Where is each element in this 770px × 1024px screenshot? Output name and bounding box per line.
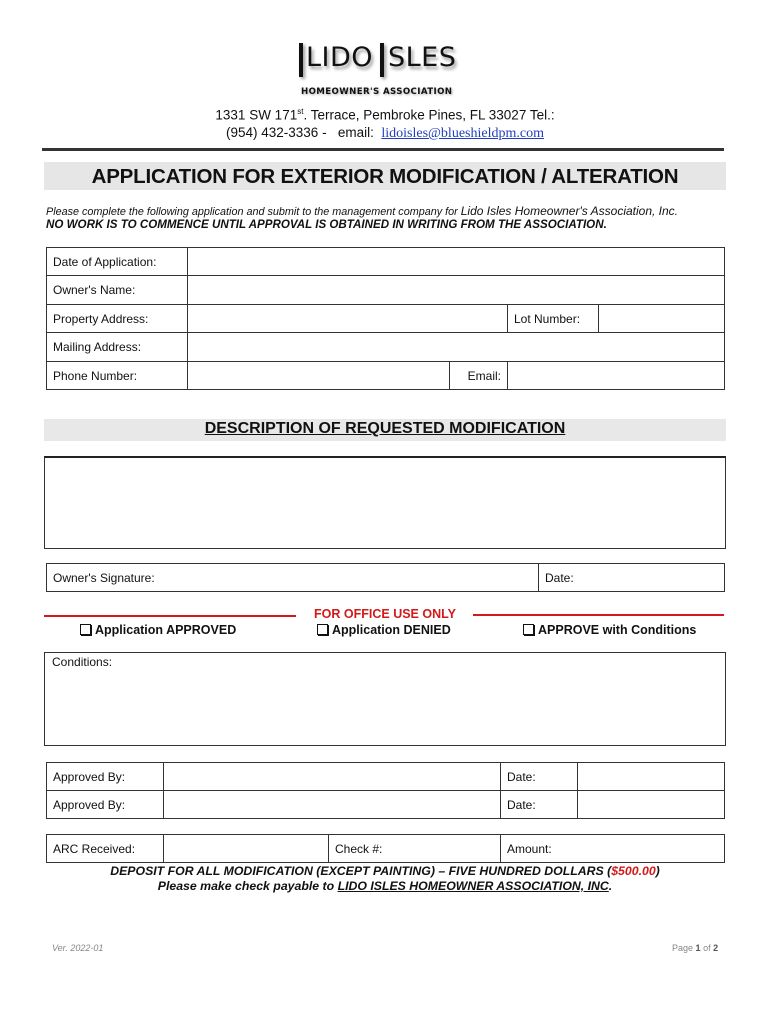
email-label: email:: [337, 125, 374, 140]
version-label: Ver. 2022-01: [52, 943, 104, 953]
deposit-close: ): [655, 864, 660, 878]
approve-with-conditions-option[interactable]: [523, 623, 696, 637]
property-address-label: Property Address:: [47, 305, 188, 333]
page-title: APPLICATION FOR EXTERIOR MODIFICATION / ALTERATION: [91, 165, 679, 188]
date-of-application-label: Date of Application:: [47, 248, 188, 276]
payable-notice: [0, 879, 770, 893]
conditions-textarea[interactable]: [44, 652, 726, 746]
page-total: 2: [713, 943, 719, 953]
warning-text: NO WORK IS TO COMMENCE UNTIL APPROVAL IS OBTAINED IN WRITING FROM THE ASSOCIATION.: [46, 218, 607, 231]
page-of: of: [703, 943, 711, 953]
form-row: [47, 835, 725, 863]
check-number-label: Check #:: [335, 841, 383, 856]
logo-subtitle: HOMEOWNER'S ASSOCIATION: [301, 87, 453, 97]
address-line-2: [0, 125, 770, 142]
deposit-text: DEPOSIT FOR ALL MODIFICATION (EXCEPT PAINTING) – FIVE HUNDRED DOLLARS (: [110, 864, 612, 878]
amount-field[interactable]: [501, 835, 725, 863]
arc-form: [46, 834, 725, 863]
logo-l-stroke: [299, 43, 303, 77]
owners-name-label: Owner's Name:: [47, 276, 188, 305]
form-row: [47, 763, 725, 791]
form-row: [47, 276, 725, 305]
signature-form: [46, 563, 725, 592]
form-row: [47, 305, 725, 333]
approval-date-field[interactable]: [578, 763, 725, 791]
office-divider-left: [44, 615, 296, 617]
phone-number-label: Phone Number:: [47, 362, 188, 390]
approval-date-label: Date:: [501, 763, 578, 791]
logo-i-stroke: [380, 43, 384, 77]
applicant-form: [46, 247, 725, 390]
phone-number: (954) 432-3336 -: [226, 125, 327, 140]
page-label: Page: [672, 943, 694, 953]
conditions-label: Conditions:: [52, 655, 113, 669]
approved-by-label: Approved By:: [47, 791, 164, 819]
phone-number-field[interactable]: [188, 362, 450, 390]
address-line-1: [0, 107, 770, 123]
date-of-application-field[interactable]: [188, 248, 725, 276]
form-row: [47, 362, 725, 390]
instructions-body: Please complete the following application and submit to the management company for: [46, 206, 458, 218]
payable-text: Please make check payable to: [157, 879, 335, 893]
association-logo: [296, 40, 466, 100]
form-row: [47, 791, 725, 819]
instructions-association: Lido Isles Homeowner's Association, Inc.: [460, 204, 679, 218]
mailing-address-field[interactable]: [188, 333, 725, 362]
page-number: [672, 943, 718, 953]
header-rule: [42, 148, 724, 151]
property-address-field[interactable]: [188, 305, 508, 333]
lot-number-field[interactable]: [599, 305, 725, 333]
owners-signature-label: Owner's Signature:: [53, 570, 155, 585]
check-number-field[interactable]: [329, 835, 501, 863]
approved-by-field[interactable]: [164, 791, 501, 819]
payable-period: .: [608, 879, 613, 893]
email-field-label: Email:: [450, 362, 508, 390]
description-textarea[interactable]: [44, 456, 726, 549]
approved-by-label: Approved By:: [47, 763, 164, 791]
deposit-notice: [0, 864, 770, 878]
instructions-text: [46, 204, 678, 218]
email-field[interactable]: [508, 362, 725, 390]
logo-word-lido: LIDO: [306, 42, 374, 73]
address-street: 1331 SW 171: [215, 107, 298, 123]
approve-with-conditions-checkbox[interactable]: [523, 624, 534, 635]
arc-received-field[interactable]: [164, 835, 329, 863]
arc-received-label: ARC Received:: [47, 835, 164, 863]
form-row: [47, 333, 725, 362]
office-use-title: FOR OFFICE USE ONLY: [314, 607, 456, 621]
approve-with-conditions-label: APPROVE with Conditions: [538, 623, 697, 637]
deposit-amount: $500.00: [611, 864, 656, 878]
email-link[interactable]: lidoisles@blueshieldpm.com: [381, 126, 544, 141]
approval-date-label: Date:: [501, 791, 578, 819]
approved-by-field[interactable]: [164, 763, 501, 791]
denied-option[interactable]: [317, 623, 451, 637]
owners-name-field[interactable]: [188, 276, 725, 305]
logo-word-isles: SLES: [388, 42, 457, 73]
approved-label: Application APPROVED: [95, 623, 237, 637]
denied-label: Application DENIED: [332, 623, 451, 637]
approved-option[interactable]: [80, 623, 236, 637]
denied-checkbox[interactable]: [317, 624, 328, 635]
address-city: . Terrace, Pembroke Pines, FL 33027 Tel.:: [303, 107, 555, 123]
form-row: [47, 248, 725, 276]
signature-date-label: Date:: [545, 570, 574, 585]
lot-number-label: Lot Number:: [508, 305, 599, 333]
payee-name: LIDO ISLES HOMEOWNER ASSOCIATION, INC: [337, 879, 609, 893]
approval-date-field[interactable]: [578, 791, 725, 819]
address-ordinal: st: [297, 107, 304, 116]
amount-label: Amount:: [507, 841, 552, 856]
description-title: DESCRIPTION OF REQUESTED MODIFICATION: [204, 420, 566, 437]
page-current: 1: [695, 943, 701, 953]
mailing-address-label: Mailing Address:: [47, 333, 188, 362]
owners-signature-field[interactable]: [47, 564, 539, 592]
form-row: [47, 564, 725, 592]
approval-form: [46, 762, 725, 819]
office-divider-right: [473, 614, 724, 616]
approved-checkbox[interactable]: [80, 624, 91, 635]
signature-date-field[interactable]: [539, 564, 725, 592]
